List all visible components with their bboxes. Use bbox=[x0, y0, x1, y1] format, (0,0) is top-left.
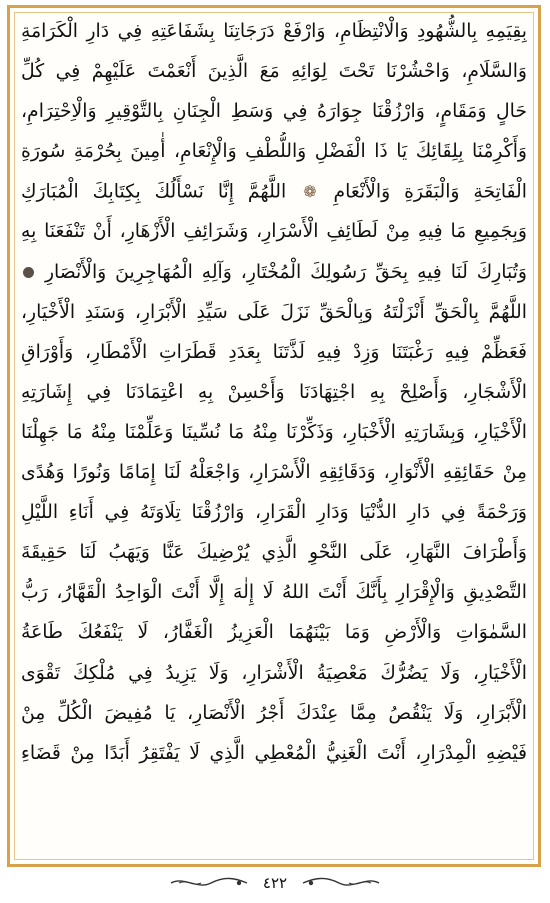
text-line-19: فَيْضِهِ الْمِدْرَارِ، أَنْتَ الْغَنِيُّ الْمُعْطِي الَّذِي لَا يَفْتَقِرُ أَبَدًا مِنْ قَضَاءِ bbox=[21, 742, 527, 764]
right-ornament-icon bbox=[301, 874, 381, 892]
text-line-16: السَّمٰوَاتِ وَالْأَرْضِ وَمَا بَيْنَهُمَا الْعَزِيزُ الْغَفَّارُ، لَا يَنْفَعُكَ طَاعَةُ bbox=[21, 622, 527, 644]
text-line-8: اللَّهُمَّ بِالْحَقِّ أَنْزَلْتَهُ وَبِالْحَقِّ نَزَلَ عَلَى سَيِّدِ الْأَبْرَارِ، وَسَنَدِ الْأَخْيَارِ، bbox=[21, 301, 527, 323]
page-number: ٤٢٢ bbox=[262, 874, 288, 892]
text-line-10: الْأَشْجَارِ، وَأَصْلِحْ بِهِ اجْتِهَادَنَا وَأَحْسِنْ بِهِ اعْتِمَادَنَا فِي إِشَارَتِهِ bbox=[21, 381, 527, 403]
text-line-9: فَعَظِّمْ فِيهِ رَغْبَتَنَا وَزِدْ فِيهِ لَذَّتَنَا بِعَدَدِ قَطَرَاتِ الْأَمْطَارِ، وَأَوْرَاقِ bbox=[21, 341, 527, 363]
text-line-4: وَأَكْرِمْنَا بِلِقَائِكَ يَا ذَا الْفَضْلِ وَاللُّطْفِ وَالْإِنْعَامِ، أٰمِينَ بِحُرْمَةِ سُورَةِ bbox=[21, 141, 527, 163]
text-line-7-text: وَتُبَارِكَ لَنَا فِيهِ بِحَقِّ رَسُولِكَ الْمُخْتَارِ، وَآلِهِ الْمُهَاجِرِينَ وَالْأَنْصَارِ bbox=[44, 261, 527, 283]
text-line-11: الْأَخْيَارِ، وَبِشَارَتِهِ الْأَخْبَارِ، وَذَكِّرْنَا مِنْهُ مَا نُسِّينَا وَعَلِّمْنَا مِنْهُ مَا جَهِلْنَا bbox=[21, 421, 527, 443]
text-line-1: بِقِيَمِهِ بِالشُّهُودِ وَالْانْتِظَامِ، وَارْفَعْ دَرَجَاتِنَا بِشَفَاعَتِهِ فِي دَارِ الْكَرَامَةِ bbox=[21, 21, 527, 42]
text-line-14: وَأَطْرَافَ النَّهَارِ، عَلَى النَّحْوِ الَّذِي يُرْضِيكَ عَنَّا وَيَهَبُ لَنَا حَقِيقَةَ bbox=[21, 542, 527, 564]
text-line-5 bbox=[21, 172, 527, 212]
text-line-6: وَبِجَمِيعِ مَا فِيهِ مِنْ لَطَائِفِ الْأَسْرَارِ، وَشَرَائِفِ الْأَزْهَارِ، أَنْ تَنْفَعَنَا بِهِ bbox=[21, 221, 527, 243]
left-ornament-icon bbox=[169, 874, 249, 892]
section-bullet-icon bbox=[23, 267, 34, 278]
text-line-17: الْأَخْيَارِ، وَلَا يَضُرُّكَ مَعْصِيَةُ الْأَشْرَارِ، وَلَا يَزِيدُ فِي مُلْكِكَ تَقْوَى bbox=[21, 662, 527, 684]
text-line-7 bbox=[21, 253, 527, 293]
text-line-12: مِنْ حَقَائِقِهِ الْأَنْوَارِ، وَدَقَائِقِهِ الْأَسْرَارِ، وَاجْعَلْهُ لَنَا إِمَامًا وَنُورًا وَهُدًى bbox=[21, 462, 527, 484]
text-line-18: الْأَبْرَارِ، وَلَا يَنْقُصُ مِمَّا عِنْدَكَ أَجْرُ الْأَنْصَارِ، يَا مُفِيضَ الْكُلِّ مِنْ bbox=[21, 702, 527, 724]
text-line-13: وَرَحْمَةً فِي دَارِ الدُّنْيَا وَدَارِ الْقَرَارِ، وَارْزُقْنَا تِلَاوَتَهُ فِي أَنَاءِ اللَّيْلِ bbox=[21, 502, 527, 524]
page-frame bbox=[7, 5, 541, 867]
text-line-5-part-1: الْفَاتِحَةِ وَالْبَقَرَةِ وَالْأَنْعَامِ bbox=[333, 181, 527, 203]
text-line-20 bbox=[21, 774, 527, 814]
text-line-5-part-2: اللَّهُمَّ إِنَّا نَسْأَلُكَ بِكِتَابِكَ الْمُبَارَكِ bbox=[21, 181, 287, 203]
flower-ornament-icon: ❁ bbox=[303, 182, 317, 202]
text-line-15: التَّصْدِيقِ وَالْإِقْرَارِ بِأَنَّكَ أَنْتَ اللهُ لَا إِلٰهَ إِلَّا أَنْتَ الْوَاحِدُ الْقَهَّارُ، رَبُّ bbox=[21, 582, 527, 604]
text-block bbox=[21, 12, 527, 860]
text-line-3: حَالٍ وَمَقَامٍ، وَارْزُقْنَا جِوَارَهُ فِي وَسَطِ الْجِنَانِ بِالتَّوْقِيرِ وَالْاِحْتِرَامِ، bbox=[21, 101, 527, 123]
text-line-2: وَالسَّلَامِ، وَاحْشُرْنَا تَحْتَ لِوَائِهِ مَعَ الَّذِينَ أَنْعَمْتَ عَلَيْهِمْ فِي كُلِّ bbox=[21, 61, 527, 83]
page-footer bbox=[0, 868, 550, 898]
